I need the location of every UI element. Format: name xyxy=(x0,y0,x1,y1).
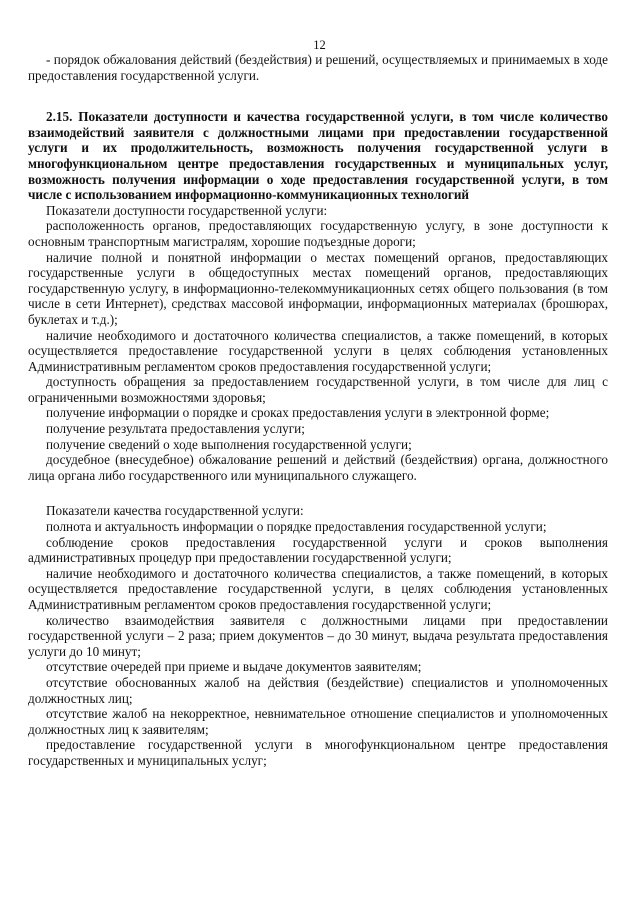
quality-item: полнота и актуальность информации о порядке предоставления государственной услуги; xyxy=(46,519,547,535)
quality-item: отсутствие очередей при приеме и выдаче документов заявителям; xyxy=(46,659,422,675)
availability-item: доступность обращения за предоставлением государственной услуги, в том числе для лиц с ограниченными возможностями здоровья; xyxy=(28,374,608,405)
availability-item: наличие необходимого и достаточного количества специалистов, а также помещений, в которых осуществляется предоставление государственной услуги в целях соблюдения установленных Административным регламентом сроков предоставления государственной услуги; xyxy=(28,327,608,374)
section-heading: 2.15. Показатели доступности и качества государственной услуги, в том числе количество взаимодействий заявителя с должностными лицами при предоставлении государственной услуги и их продолжительность, возможность получения государственной услуги в многофункциональном центре предоставления государственных и муниципальных услуг, возможность получения информации о ходе предоставления государственной услуги, в том числе с использованием информационно-коммуникационных технологий xyxy=(28,109,608,203)
quality-item: количество взаимодействия заявителя с должностными лицами при предоставлении государственной услуги – 2 раза; прием документов – до 30 минут, выдача результата предоставления услуги до 10 минут; xyxy=(28,612,608,659)
quality-title: Показатели качества государственной услуги: xyxy=(46,503,304,519)
availability-item: досудебное (внесудебное) обжалование решений и действий (бездействия) органа, должностного лица органа либо государственного или муниципального служащего. xyxy=(28,452,608,483)
availability-item: получение результата предоставления услуги; xyxy=(46,421,305,437)
availability-item: получение информации о порядке и сроках предоставления услуги в электронной форме; xyxy=(46,405,550,421)
quality-item: отсутствие обоснованных жалоб на действия (бездействие) специалистов и уполномоченных должностных лиц; xyxy=(28,674,608,706)
intro-item: - порядок обжалования действий (бездействия) и решений, осуществляемых и принимаемых в ходе предоставления государственной услуги. xyxy=(28,52,608,83)
page-number: 12 xyxy=(313,38,326,52)
availability-item: расположенность органов, предоставляющих государственную услугу, в зоне доступности к основным транспортным магистралям, хорошие подъездные дороги; xyxy=(28,218,608,249)
paragraph-gap xyxy=(28,483,608,503)
availability-title: Показатели доступности государственной услуги: xyxy=(46,202,328,218)
availability-item: наличие полной и понятной информации о местах помещений органов, предоставляющих государственные услуги в общедоступных местах помещений органов, предоставляющих государственную услугу, в информационно-телекоммуникационных сетях общего пользования (в том числе в сети Интернет), средствах массовой информации, информационных материалах (брошюрах, буклетах и т.д.); xyxy=(28,249,608,327)
quality-item: наличие необходимого и достаточного количества специалистов, а также помещений, в которых осуществляется предоставление государственной услуги, в целях соблюдения установленных Административным регламентом сроков предоставления государственной услуги; xyxy=(28,565,608,612)
quality-item: отсутствие жалоб на некорректное, невнимательное отношение специалистов и уполномоченных должностных лиц к заявителям; xyxy=(28,706,608,737)
quality-item: соблюдение сроков предоставления государственной услуги и сроков выполнения административных процедур при предоставлении государственной услуги; xyxy=(28,534,608,566)
availability-item: получение сведений о ходе выполнения государственной услуги; xyxy=(46,436,412,452)
quality-item: предоставление государственной услуги в многофункциональном центре предоставления государственных и муниципальных услуг; xyxy=(28,737,608,768)
page-content xyxy=(28,52,608,769)
